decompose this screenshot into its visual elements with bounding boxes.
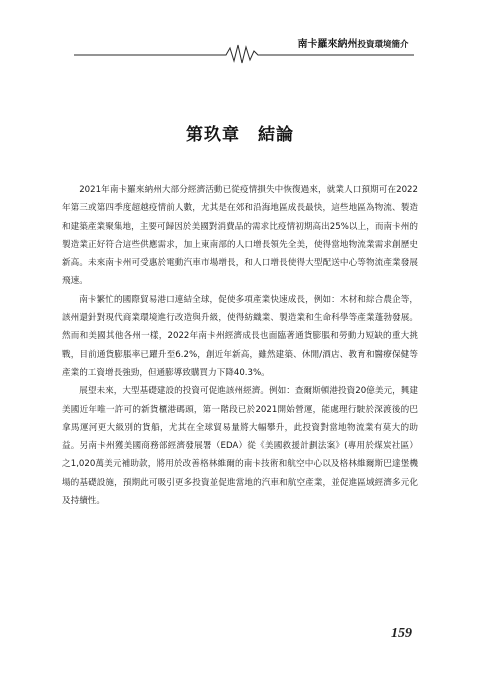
chapter-title: 第玖章 結論 — [186, 125, 294, 145]
body-text — [62, 181, 418, 510]
running-header — [292, 37, 414, 52]
paragraph-2: 南卡繁忙的國際貿易港口連結全球，促使多項產業快速成長，例如：木材和綜合農企等，該州還針對現代商業環境進行改造與升級，使得紡織業、製造業和生命科學等產業蓬勃發展。然而和美國其他各州一樣，2022年南卡州經濟成長也面臨著通貨膨脹和勞動力短缺的重大挑戰，目前通貨膨脹率已躍升至6.2%，創近年新高，雖然建築、休閒/酒店、教育和醫療保健等產業的工資增長強勁，但通膨導致購買力下降40.3%。 — [62, 294, 418, 378]
paragraph-3: 展望未來，大型基礎建設的投資可促進該州經濟。例如：查爾斯頓港投資20億美元，興建美國近年唯一許可的新貨櫃港碼頭，第一階段已於2021開始營運，能處理行駛於深渡後的巴拿馬運河更大級別的貨船，尤其在全球貿易量將大幅攀升，此投資對當地物流業有莫大的助益。另南卡州獲美國商務部經濟發展署（EDA）從《美國救援計劃法案》(專用於煤炭社區）之1,020萬美元補助款，將用於改善格林維爾的南卡技術和航空中心以及格林維爾斯巴達堡機場的基礎設施，預期此可吸引更多投資並促進當地的汽車和航空產業，並促進區域經濟多元化及持續性。 — [62, 386, 418, 507]
page-number: 159 — [391, 626, 412, 641]
running-header-title: 南卡羅來納州 — [297, 39, 358, 50]
running-header-subtitle: 投資環境簡介 — [357, 39, 409, 49]
paragraph-1: 2021年南卡羅來納州大部分經濟活動已從疫情損失中恢復過來，就業人口預期可在2022年第三或第四季度超越疫情前人數，尤其是在郊和沿海地區成長最快，這些地區為物流、製造和建築產業聚集地，主要可歸因於美國對消費品的需求比疫情初期高出25%以上，而南卡州的製造業正好符合這些供應需求，加上東南部的人口增長領先全美，使得當地物流業需求創歷史新高。未來南卡州可受惠於電動汽車市場增長，和人口增長使得大型配送中心等物流產業發展飛速。 — [62, 185, 418, 287]
